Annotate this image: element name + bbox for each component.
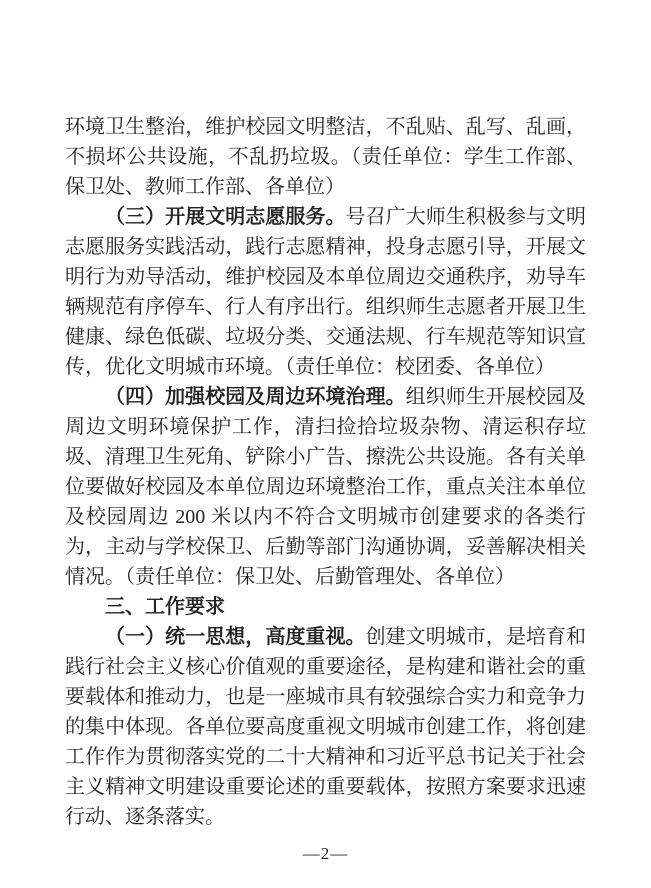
paragraph-item-four — [65, 382, 586, 592]
document-body — [65, 112, 586, 832]
paragraph-text: 创建文明城市，是培育和践行社会主义核心价值观的重要途径，是构建和谐社会的重要载体和推动力，也是一座城市具有较强综合实力和竞争力的集中体现。各单位要高度重视文明城市创建工作，将创建工作作为贯彻落实党的二十大精神和习近平总书记关于社会主义精神文明建设重要论述的重要载体，按照方案要求迅速行动、逐条落实。 — [65, 626, 587, 828]
paragraph-text: 环境卫生整治，维护校园文明整洁，不乱贴、乱写、乱画，不损坏公共设施，不乱扔垃圾。（责任单位：学生工作部、保卫处、教师工作部、各单位） — [65, 116, 586, 198]
paragraph-item-one — [65, 622, 586, 832]
paragraph-text: 组织师生开展校园及周边文明环境保护工作，清扫捡拾垃圾杂物、清运积存垃圾、清理卫生死角、铲除小广告、擦洗公共设施。各有关单位要做好校园及本单位周边环境整治工作，重点关注本单位及校园周边 200 米以内不符合文明城市创建要求的各类行为，主动与学校保卫、后勤等部门沟通协调，妥善解决相关情况。（责任单位：保卫处、后勤管理处、各单位） — [65, 386, 587, 588]
paragraph-bold-lead: （四）加强校园及周边环境治理。 — [105, 386, 406, 408]
paragraph-bold-lead: （一）统一思想，高度重视。 — [105, 626, 366, 648]
section-heading-work-requirements: 三、工作要求 — [105, 596, 225, 618]
paragraph-continuation — [65, 112, 586, 202]
paragraph-bold-lead: （三）开展文明志愿服务。 — [105, 206, 346, 228]
paragraph-text: 号召广大师生积极参与文明志愿服务实践活动，践行志愿精神，投身志愿引导，开展文明行为劝导活动，维护校园及本单位周边交通秩序，劝导车辆规范有序停车、行人有序出行。组织师生志愿者开展卫生健康、绿色低碳、垃圾分类、交通法规、行车规范等知识宣传，优化文明城市环境。（责任单位：校团委、各单位） — [65, 206, 587, 378]
paragraph-item-three — [65, 202, 586, 382]
page-number: —2— — [302, 844, 349, 863]
